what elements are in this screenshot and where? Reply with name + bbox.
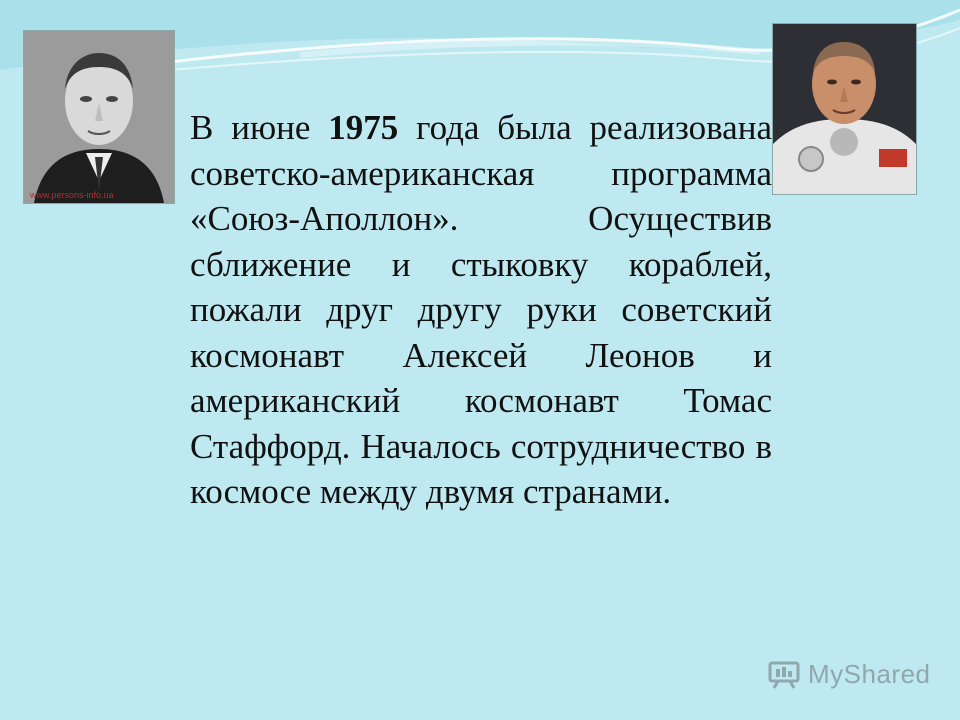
slide-body-text xyxy=(190,105,772,515)
logo-text: MyShared xyxy=(808,658,931,689)
portrait-photo-right xyxy=(772,23,917,195)
myshared-logo xyxy=(768,656,938,692)
cosmonaut-portrait-icon xyxy=(773,24,916,194)
man-portrait-icon xyxy=(24,31,174,203)
text-part-1: В июне xyxy=(190,108,329,147)
text-year: 1975 xyxy=(328,108,399,147)
portrait-photo-left xyxy=(23,30,175,204)
text-part-2: года была реализована советско-американская программа «Союз-Аполлон». Осуществив сближение и стыковку кораблей, пожали друг другу руки советский космонавт Алексей Леонов и американский космонавт Томас Стаффорд. Началось сотрудничество в космосе между двумя странами. xyxy=(190,108,772,511)
photo-watermark: www.persons-info.ua xyxy=(30,190,114,200)
presentation-board-icon xyxy=(768,659,802,689)
